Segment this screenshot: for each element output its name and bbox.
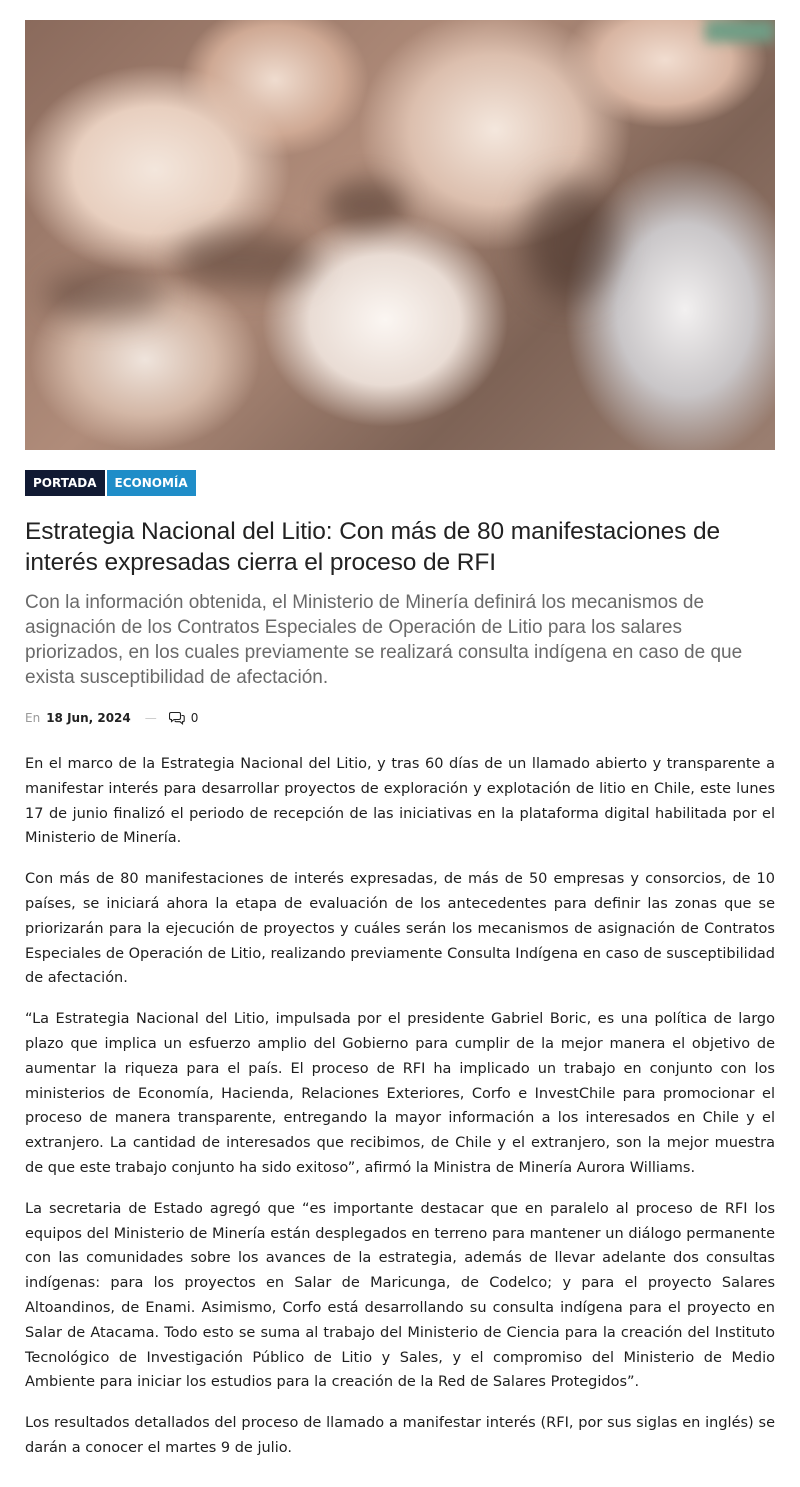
paragraph: Con más de 80 manifestaciones de interés expresadas, de más de 50 empresas y consorcios, de 10 países, se iniciará ahora la etapa de evaluación de los antecedentes para definir las zonas que se priorizarán para la ejecución de proyectos y cuáles serán los mecanismos de asignación de Contratos Especiales de Operación de Litio, realizando previamente Consulta Indígena en caso de susceptibilidad de afectación. — [25, 871, 775, 987]
article-body — [25, 752, 775, 1461]
article-meta — [25, 708, 775, 728]
article-lead: Con la información obtenida, el Ministerio de Minería definirá los mecanismos de asignación de los Contratos Especiales de Operación de Litio para los salares priorizados, en los cuales previamente se realizará consulta indígena en caso de que exista susceptibilidad de afectación. — [25, 592, 743, 688]
paragraph: En el marco de la Estrategia Nacional del Litio, y tras 60 días de un llamado abierto y transparente a manifestar interés para desarrollar proyectos de exploración y explotación de litio en Chile, este lunes 17 de junio finalizó el periodo de recepción de las iniciativas en la plataforma digital habilitada por el Ministerio de Minería. — [25, 756, 775, 847]
hero-shadow — [525, 180, 615, 300]
category-tags — [25, 470, 775, 496]
hero-shadow — [45, 270, 165, 320]
tag-portada[interactable]: PORTADA — [25, 470, 105, 496]
hero-background-sky — [705, 20, 775, 42]
article-title: Estrategia Nacional del Litio: Con más de 80 manifestaciones de interés expresadas cierra el proceso de RFI — [25, 518, 721, 576]
hero-image[interactable] — [25, 20, 775, 450]
comment-count[interactable]: 0 — [190, 711, 199, 725]
meta-divider: — — [144, 711, 157, 725]
hero-shadow — [175, 230, 315, 290]
paragraph: La secretaria de Estado agregó que “es importante destacar que en paralelo al proceso de RFI los equipos del Ministerio de Minería están desplegados en terreno para mantener un diálogo permanente con las comunidades sobre los avances de la estrategia, además de llevar adelante dos consultas indígenas: para los proyectos en Salar de Maricunga, de Codelco; y para el proyecto Salares Altoandinos, de Enami. Asimismo, Corfo está desarrollando su consulta indígena para el proyecto en Salar de Atacama. Todo esto se suma al trabajo del Ministerio de Ciencia para la creación del Instituto Tecnológico de Investigación Público de Litio y Sales, y el compromiso del Ministerio de Medio Ambiente para iniciar los estudios para la creación de la Red de Salares Protegidos”. — [25, 1200, 775, 1391]
article — [25, 20, 775, 1477]
tag-economia[interactable]: ECONOMÍA — [107, 470, 196, 496]
paragraph: Los resultados detallados del proceso de llamado a manifestar interés (RFI, por sus siglas en inglés) se darán a conocer el martes 9 de julio. — [25, 1415, 775, 1456]
publish-date: 18 Jun, 2024 — [46, 711, 131, 725]
hero-shadow — [325, 180, 405, 230]
comment-icon[interactable] — [169, 711, 185, 725]
meta-prefix: En — [25, 711, 41, 725]
paragraph: “La Estrategia Nacional del Litio, impulsada por el presidente Gabriel Boric, es una política de largo plazo que implica un esfuerzo amplio del Gobierno para cumplir de la mejor manera el objetivo de aumentar la riqueza para el país. El proceso de RFI ha implicado un trabajo en conjunto con los ministerios de Economía, Hacienda, Relaciones Exteriores, Corfo e InvestChile para promocionar el proceso de manera transparente, entregando la mayor información a los interesados en Chile y el extranjero. La cantidad de interesados que recibimos, de Chile y el extranjero, son la mejor muestra de que este trabajo conjunto ha sido exitoso”, afirmó la Ministra de Minería Aurora Williams. — [25, 1011, 775, 1176]
